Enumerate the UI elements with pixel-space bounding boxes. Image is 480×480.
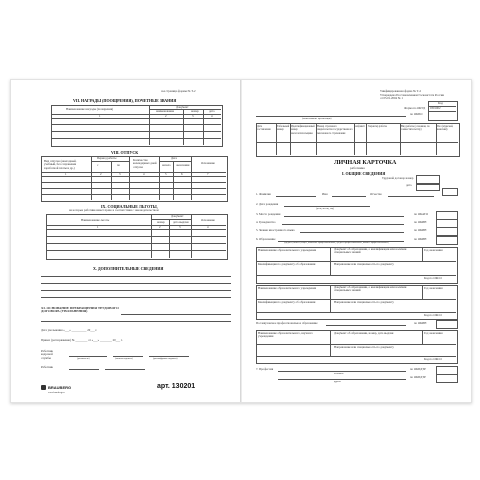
header-col-divider	[366, 123, 367, 155]
benefits-header-line	[46, 225, 226, 226]
code-cell	[436, 320, 458, 329]
vacation-col-period: Период работы	[97, 156, 117, 160]
termination-line	[121, 314, 231, 315]
dismissal-date: Дата увольнения «___» __________ 20___ г.	[41, 328, 98, 332]
additional-line	[41, 276, 231, 277]
edu-col-divider	[330, 330, 331, 356]
benefits-header-line	[151, 219, 191, 220]
benefits-col-date: дата выдачи	[173, 220, 189, 224]
vacation-col-basis: Основание	[201, 161, 215, 165]
vacation-col-num: 7	[207, 171, 209, 176]
header-col-label: Пол (мужской, женский)	[437, 125, 454, 132]
benefits-row-line	[46, 229, 226, 230]
form-page-note: 4-я страница формы № Т-2	[161, 89, 196, 93]
edu-institution: Наименование образовательного учреждения	[258, 248, 316, 252]
signature-hint: (расшифровка подписи)	[153, 357, 178, 360]
awards-col-num: 3	[192, 113, 194, 118]
header-col-label: Табельный номер	[277, 125, 290, 132]
vacation-col-num: 3	[119, 171, 121, 176]
document-spread	[10, 79, 472, 403]
awards-col-num: 2	[165, 113, 167, 118]
signature-line	[69, 369, 99, 370]
awards-col-name: Наименование награды (поощрения)	[66, 107, 114, 111]
benefits-col-basis: Основание	[201, 218, 215, 222]
education-hint: (среднее (полное) общее, начальное профессиональное, среднее профессиональное, высшее профессиональное)	[284, 242, 389, 244]
vacation-col-from: с	[97, 163, 99, 167]
signature-line	[105, 369, 145, 370]
awards-header-line	[51, 114, 221, 115]
vacation-col-num: 5	[165, 171, 167, 176]
okato-label: по ОКАТО	[414, 212, 428, 216]
termination-heading: XI. ОСНОВАНИЕ ПРЕКРАЩЕНИЯ ТРУДОВОГО ДОГОВОРА (УВОЛЬНЕНИЯ)	[41, 306, 119, 314]
vacation-col-num: 1	[65, 171, 67, 176]
edu-graduation: Год окончания	[424, 286, 443, 290]
field-line	[326, 325, 406, 326]
contract-label: Трудовой договор номер	[382, 176, 414, 180]
awards-col-date: дата	[209, 109, 215, 113]
field-line	[282, 224, 404, 225]
vacation-col-dates: Дата	[171, 156, 177, 160]
okud-label: Форма по ОКУД	[404, 106, 426, 110]
science-document: Документ об образовании, номер, дата выдачи	[334, 331, 394, 335]
code-cell	[436, 236, 458, 245]
card-subtitle: работника	[350, 166, 365, 170]
vacation-col-type: Вид отпуска (ежегодный, учебный, без сохранения заработной платы и др.)	[44, 159, 77, 170]
field-birthplace: 3. Место рождения	[256, 212, 281, 216]
okin-label: по ОКИН	[414, 237, 427, 241]
okpdtr-label: по ОКПДТР	[410, 375, 426, 379]
okud-value: 0301002	[430, 106, 441, 110]
edu-qualification: Квалификация по документу об образовании	[258, 300, 316, 304]
additional-heading: X. ДОПОЛНИТЕЛЬНЫЕ СВЕДЕНИЯ	[93, 266, 164, 271]
science-specialty: Направление или специальность по документу	[334, 345, 394, 349]
header-col-label: Характер работы	[368, 125, 387, 128]
edu-specialty: Направление или специальность по документу	[334, 300, 394, 304]
benefits-row-line	[46, 250, 226, 251]
brand-name: BRAUBERG	[48, 385, 72, 390]
awards-col-num: 4	[211, 113, 213, 118]
general-section-title: I. ОБЩИЕ СВЕДЕНИЯ	[342, 171, 386, 176]
edu-col-divider	[422, 285, 423, 299]
field-line	[332, 196, 366, 197]
code-label: Код	[438, 101, 443, 105]
vacation-header-line	[91, 161, 129, 162]
vacation-header-line	[159, 161, 191, 162]
worker-label: Работник	[41, 365, 53, 369]
awards-col-document: Документ	[176, 105, 189, 109]
edu-graduation: Год окончания	[424, 248, 443, 252]
left-page	[11, 80, 240, 402]
okin-label: по ОКИН	[414, 220, 427, 224]
header-row-line	[256, 142, 458, 143]
edu-code: Код по ОКСО	[424, 276, 442, 280]
vacation-col-days: Количество календарных дней отпуска	[133, 158, 157, 169]
code-line	[428, 111, 456, 112]
okpo-label: по ОКПО	[410, 112, 423, 116]
termination-line	[41, 321, 231, 322]
signature-hint: (должность)	[77, 357, 90, 360]
edu-col-divider	[422, 330, 423, 344]
article-number: арт. 130201	[157, 383, 196, 390]
header-col-label: Номер страхового свидетельства государственного пенсионного страхования	[317, 125, 353, 135]
additional-line	[41, 290, 231, 291]
field-citizenship: 4. Гражданство	[256, 220, 276, 224]
benefits-row-line	[46, 236, 226, 237]
form-info: от 05.01.2004 № 1	[380, 96, 403, 100]
order-line: Приказ (распоряжение) № ________ от «___» ________ 20___ г.	[41, 338, 123, 342]
header-col-label: Вид работы (основная, по совместительству)	[401, 125, 430, 132]
postgrad-label: Послевузовское профессиональное образование	[256, 321, 318, 325]
benefits-subheading: на которые работник имеет право в соответствии с законодательством	[69, 208, 159, 212]
awards-col-num: 1	[99, 113, 101, 118]
form-info: Унифицированная форма № Т-2	[380, 89, 422, 93]
header-col-label: Идентификационный номер налогоплательщика	[291, 125, 315, 135]
brand-logo-icon	[41, 385, 46, 390]
science-code: Код по ОКСО	[424, 356, 442, 361]
benefits-col-name: Наименование льготы	[81, 218, 110, 222]
form-info: Утверждена Постановлением Госкомстата России	[380, 92, 444, 97]
card-title: ЛИЧНАЯ КАРТОЧКА	[334, 160, 397, 166]
awards-row-line	[51, 124, 221, 125]
awards-col-doc-name: наименование	[156, 109, 175, 113]
benefits-col-number: номер	[157, 220, 165, 224]
vacation-row-line	[41, 176, 226, 177]
okpdtr-label: по ОКПДТР	[410, 367, 426, 371]
signature-hint: (личная подпись)	[115, 357, 133, 360]
field-education: 6. Образование	[256, 237, 276, 241]
benefits-row-line	[46, 243, 226, 244]
benefits-col-num: 4	[207, 224, 209, 229]
awards-row-line	[51, 138, 221, 139]
edu-specialty: Направление или специальность по документу	[334, 262, 394, 266]
field-line	[278, 379, 406, 380]
vacation-col-num: 6	[181, 171, 183, 176]
vacation-col-end: окончания	[176, 163, 190, 167]
awards-header-line	[149, 109, 221, 110]
profession-other-hint: другая	[334, 380, 341, 383]
vacation-row-line	[41, 194, 226, 195]
benefits-heading: IX. СОЦИАЛЬНЫЕ ЛЬГОТЫ,	[101, 204, 158, 209]
header-col-label: Алфавит	[355, 125, 365, 128]
field-line	[284, 216, 404, 217]
edu-document: Документ об образовании, о квалификации или наличии специальных знаний	[334, 247, 407, 255]
header-col-label: Дата составления	[257, 125, 271, 132]
date-hint: (день, месяц, год)	[316, 207, 334, 210]
vacation-col-start: начала	[162, 163, 171, 167]
code-cell	[436, 374, 458, 383]
additional-line	[41, 283, 231, 284]
brand-logo	[41, 385, 71, 390]
field-line	[388, 196, 434, 197]
awards-row-line	[51, 118, 221, 119]
contract-date-label: дата	[406, 183, 412, 187]
edu-code: Код по ОКСО	[424, 312, 442, 317]
postgrad-code: по ОКИН	[414, 321, 427, 325]
code-cell	[442, 188, 458, 196]
vacation-col-num: 2	[100, 171, 102, 176]
profession-main-hint: основная	[334, 372, 344, 375]
science-graduation: Год окончания	[424, 331, 443, 335]
field-surname: 1. Фамилия	[256, 192, 271, 196]
field-line	[300, 232, 404, 233]
additional-line	[41, 297, 231, 298]
field-patronymic: Отчество	[370, 192, 382, 196]
field-language: 5. Знание иностранного языка	[256, 228, 295, 232]
awards-col-divider	[149, 105, 150, 145]
right-page	[242, 80, 471, 402]
okin-label: по ОКИН	[414, 228, 427, 232]
benefits-col-num: 3	[179, 224, 181, 229]
edu-col-divider	[422, 247, 423, 261]
edu-institution: Наименование образовательного учреждения	[258, 286, 316, 290]
field-line	[276, 196, 316, 197]
contract-date-box	[416, 183, 440, 191]
vacation-row-line	[41, 188, 226, 189]
brand-url: www.brauberg.ru	[48, 391, 65, 394]
vacation-row-line	[41, 182, 226, 183]
hr-worker-label: Работник кадровой службы	[41, 349, 53, 360]
benefits-col-num: 2	[159, 224, 161, 229]
edu-qualification: Квалификация по документу об образовании	[258, 262, 316, 266]
science-institution: Наименование образовательного, научного учреждения	[258, 331, 313, 339]
vacation-col-to: по	[117, 163, 121, 167]
awards-heading: VII. НАГРАДЫ (ПООЩРЕНИЯ), ПОЧЕТНЫЕ ЗВАНИЯ	[73, 98, 177, 103]
field-name: Имя	[322, 192, 328, 196]
code-cell	[436, 227, 458, 236]
vacation-header-line	[41, 172, 226, 173]
org-name-hint: (наименование организации)	[302, 117, 332, 120]
vacation-col-num: 4	[143, 171, 145, 176]
profession-label: 7. Профессия	[256, 367, 274, 371]
vacation-heading: VIII. ОТПУСК	[111, 150, 139, 155]
benefits-col-document: Документ	[171, 214, 184, 218]
field-birthdate: 2. Дата рождения	[256, 202, 279, 206]
awards-col-number: номер	[191, 109, 199, 113]
benefits-col-num: 1	[97, 224, 99, 229]
edu-document: Документ об образовании, о квалификации или наличии специальных знаний	[334, 285, 407, 293]
awards-row-line	[51, 131, 221, 132]
